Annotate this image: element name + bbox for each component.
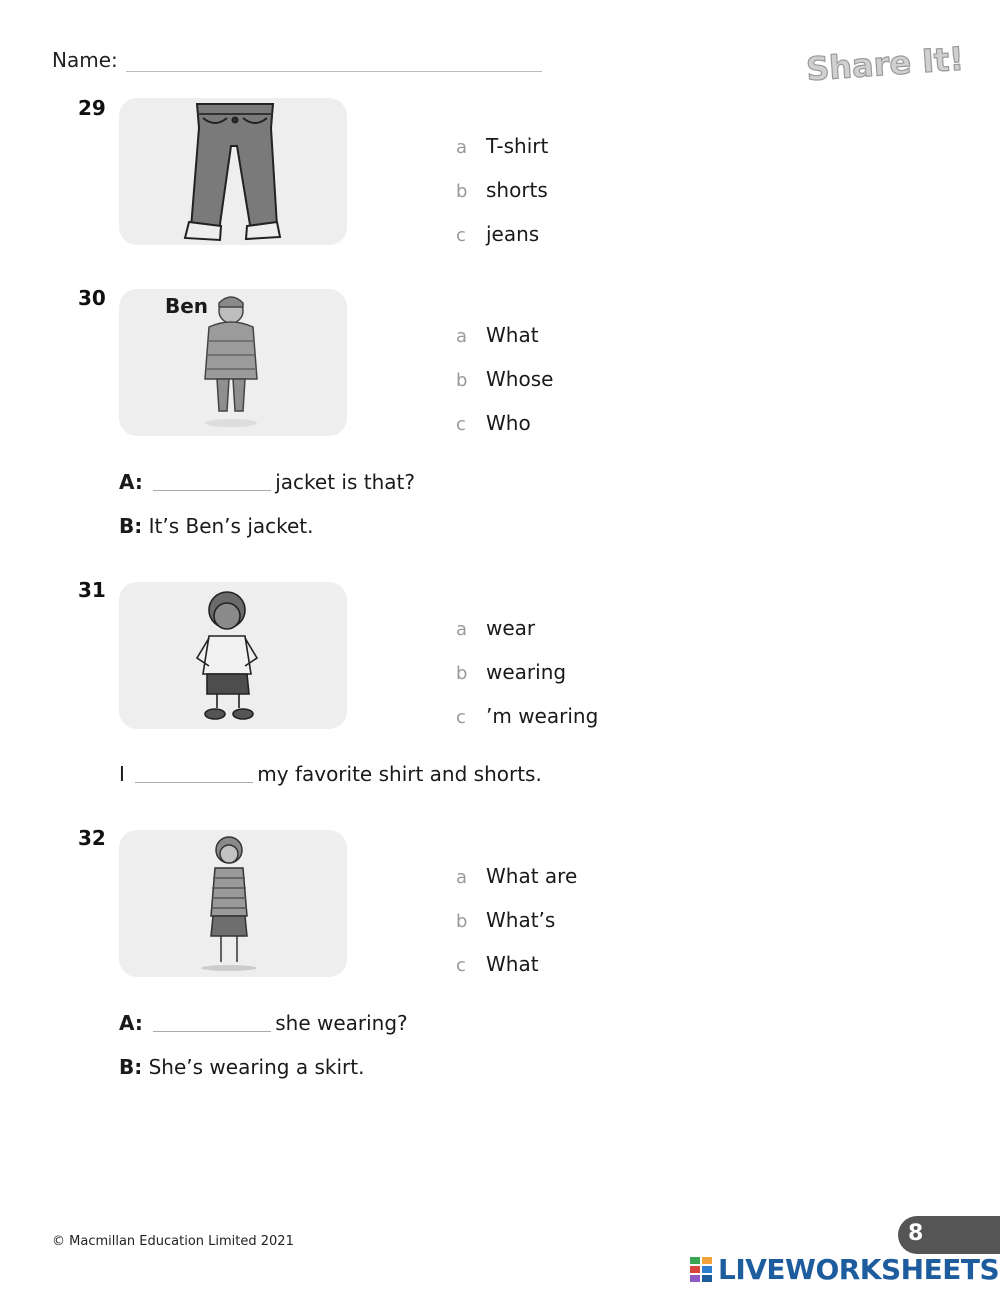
option-a[interactable]: a T-shirt — [456, 134, 549, 158]
question-number: 30 — [78, 286, 106, 310]
share-it-logo — [800, 39, 966, 89]
dialogue-line-a: A: jacket is that? — [119, 470, 415, 494]
option-b[interactable]: b What’s — [456, 908, 556, 932]
option-a[interactable]: a wear — [456, 616, 536, 640]
option-c[interactable]: c jeans — [456, 222, 540, 246]
option-a[interactable]: a What — [456, 323, 539, 347]
name-label: Name: — [52, 48, 118, 72]
page-number: 8 — [908, 1221, 924, 1246]
boy-image — [119, 582, 347, 729]
option-c[interactable]: c ’m wearing — [456, 704, 599, 728]
logo-text: Share It! — [804, 39, 966, 89]
answer-blank[interactable] — [153, 476, 271, 491]
question-number: 32 — [78, 826, 106, 850]
option-b[interactable]: b shorts — [456, 178, 548, 202]
liveworksheets-brand[interactable] — [690, 1253, 1000, 1287]
girl-image — [119, 830, 347, 977]
dialogue-line-a: A: she wearing? — [119, 1011, 408, 1035]
liveworksheets-icon — [690, 1257, 714, 1283]
image-label-ben: Ben — [165, 294, 209, 318]
copyright: © Macmillan Education Limited 2021 — [52, 1234, 294, 1249]
dialogue-line-b: B: It’s Ben’s jacket. — [119, 514, 314, 538]
option-a[interactable]: a What are — [456, 864, 578, 888]
jeans-image — [119, 98, 347, 245]
option-b[interactable]: b wearing — [456, 660, 567, 684]
name-input-line[interactable] — [126, 71, 542, 72]
liveworksheets-text: LIVEWORKSHEETS — [718, 1253, 1000, 1286]
dialogue-line-b: B: She’s wearing a skirt. — [119, 1055, 365, 1079]
question-number: 31 — [78, 578, 106, 602]
answer-blank[interactable] — [153, 1017, 271, 1032]
ben-image — [119, 289, 347, 436]
answer-blank[interactable] — [135, 768, 253, 783]
page-number-badge — [898, 1216, 1000, 1254]
option-b[interactable]: b Whose — [456, 367, 554, 391]
option-c[interactable]: c Who — [456, 411, 531, 435]
sentence: I my favorite shirt and shorts. — [119, 762, 542, 786]
question-number: 29 — [78, 96, 106, 120]
option-c[interactable]: c What — [456, 952, 539, 976]
